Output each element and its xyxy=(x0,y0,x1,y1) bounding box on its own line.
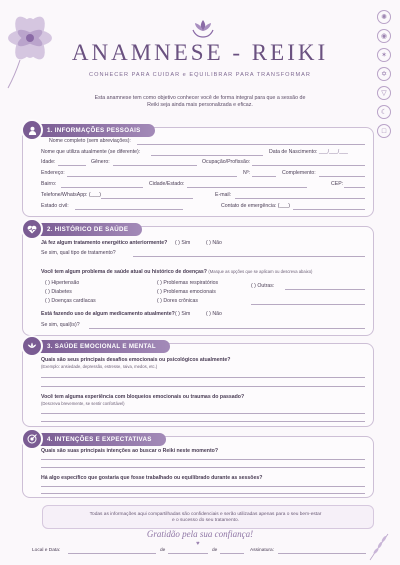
district-label: Bairro: xyxy=(41,181,57,187)
section-health-history xyxy=(22,226,374,336)
confidentiality-note: Todas as informações aqui compartilhadas são confidenciais e serão utilizadas apenas para o seu bem-estar e o sucesso do seu tratamento. xyxy=(89,512,322,523)
emergency-contact-label: Contato de emergência: (___) xyxy=(221,203,290,209)
number-label: Nº: xyxy=(243,170,251,176)
solar-plexus-chakra-icon: ▽ xyxy=(377,86,391,100)
heart-disease-checkbox[interactable]: ( ) Doenças cardíacas xyxy=(45,298,96,304)
previous-treatment-question: Já fez algum tratamento energético anteriormente? xyxy=(41,240,168,246)
emotional-challenges-hint: (Exemplo: ansiedade, depressão, estresse, raiva, medos, etc.) xyxy=(41,364,158,369)
emotional-challenges-field-2[interactable] xyxy=(41,386,365,387)
date-de-1: de xyxy=(160,548,166,553)
place-date-label: Local e Data: xyxy=(32,548,61,553)
medication-no[interactable]: ( ) Não xyxy=(206,311,222,317)
medication-yes[interactable]: ( ) Sim xyxy=(175,311,191,317)
gender-field[interactable] xyxy=(113,165,197,166)
medication-which-label: Se sim, qual(is)? xyxy=(41,322,80,328)
section-header xyxy=(21,338,170,354)
emotional-blocks-field-1[interactable] xyxy=(41,413,365,414)
intentions-question: Quais são suas principais intenções ao buscar o Reiki neste momento? xyxy=(41,448,219,454)
respiratory-checkbox[interactable]: ( ) Problemas respiratórios xyxy=(157,280,219,286)
other-field[interactable] xyxy=(285,289,365,290)
age-label: Idade: xyxy=(41,159,56,165)
person-icon xyxy=(21,119,43,141)
section-title: 2. HISTÓRICO DE SAÚDE xyxy=(35,223,142,236)
throat-chakra-icon: ✶ xyxy=(377,48,391,62)
intentions-field-2[interactable] xyxy=(41,467,365,468)
zip-field[interactable] xyxy=(344,187,365,188)
city-label: Cidade/Estado: xyxy=(149,181,185,187)
specific-work-field-1[interactable] xyxy=(41,486,365,487)
city-field[interactable] xyxy=(187,187,307,188)
gender-label: Gênero: xyxy=(91,159,110,165)
address-label: Endereço: xyxy=(41,170,65,176)
sacral-chakra-icon: ☾ xyxy=(377,105,391,119)
date-de-2: de xyxy=(212,548,218,553)
previous-treatment-no[interactable]: ( ) Não xyxy=(206,240,222,246)
third-eye-chakra-icon: ◉ xyxy=(377,29,391,43)
intentions-field-1[interactable] xyxy=(41,459,365,460)
other-field-extra[interactable] xyxy=(251,304,365,305)
treatment-type-field[interactable] xyxy=(133,256,365,257)
date-year-field[interactable] xyxy=(220,553,244,554)
diabetes-checkbox[interactable]: ( ) Diabetes xyxy=(45,289,72,295)
district-field[interactable] xyxy=(61,187,143,188)
birth-date-label: Data de Nascimento: xyxy=(269,149,318,155)
emotional-blocks-question: Você tem alguma experiência com bloqueios emocionais ou traumas do passado? xyxy=(41,394,245,400)
heartbeat-icon xyxy=(21,218,43,240)
page-subtitle: CONHECER PARA CUIDAR e EQUILIBRAR PARA TRANSFORMAR xyxy=(89,72,311,78)
section-personal-info xyxy=(22,127,374,217)
section-title: 3. SAÚDE EMOCIONAL E MENTAL xyxy=(35,340,170,353)
specific-work-field-2[interactable] xyxy=(41,493,365,494)
full-name-label: Nome completo (sem abreviações): xyxy=(49,138,131,144)
emotional-blocks-field-2[interactable] xyxy=(41,421,365,422)
emotional-challenges-field-1[interactable] xyxy=(41,377,365,378)
hypertension-checkbox[interactable]: ( ) Hipertensão xyxy=(45,280,80,286)
lotus-icon xyxy=(21,335,43,357)
section-emotional-health xyxy=(22,343,374,427)
age-field[interactable] xyxy=(58,165,86,166)
email-field[interactable] xyxy=(235,198,365,199)
address-field[interactable] xyxy=(67,176,237,177)
heart-icon: ♥ xyxy=(196,541,200,547)
complement-label: Complemento: xyxy=(282,170,316,176)
emotional-challenges-question: Quais são seus principais desafios emocionais ou psicológicos atualmente? xyxy=(41,357,231,363)
section-title: 1. INFORMAÇÕES PESSOAIS xyxy=(35,124,155,137)
medication-question: Está fazendo uso de algum medicamento atualmente? xyxy=(41,311,175,317)
phone-field[interactable] xyxy=(101,198,193,199)
date-month-field[interactable] xyxy=(168,553,208,554)
section-header xyxy=(21,122,155,138)
emotional-blocks-hint: (Descreva brevemente, se sentir confortável) xyxy=(41,401,125,406)
marital-status-label: Estado civil: xyxy=(41,203,69,209)
phone-label: Telefone/WhatsApp: (___) xyxy=(41,192,101,198)
birth-date-field[interactable]: ___/___/___ xyxy=(319,149,348,155)
zip-label: CEP: xyxy=(331,181,344,187)
branch-right-icon xyxy=(366,530,392,562)
used-name-field[interactable] xyxy=(151,155,263,156)
occupation-label: Ocupação/Profissão: xyxy=(202,159,251,165)
health-problems-question: Você tem algum problema de saúde atual ou histórico de doenças? (Marque as opções que se aplicam ou descreva abaixo) xyxy=(41,269,313,275)
section-header xyxy=(21,431,166,447)
signature-field[interactable] xyxy=(278,553,366,554)
section-intentions xyxy=(22,436,374,498)
emergency-contact-field[interactable] xyxy=(293,209,365,210)
complement-field[interactable] xyxy=(319,176,365,177)
treatment-type-label: Se sim, qual tipo de tratamento? xyxy=(41,250,116,256)
signature-label: Assinatura: xyxy=(250,548,274,553)
heart-chakra-icon: ✡ xyxy=(377,67,391,81)
place-date-field[interactable] xyxy=(68,553,156,554)
emotional-problems-checkbox[interactable]: ( ) Problemas emocionais xyxy=(157,289,216,295)
used-name-label: Nome que utiliza atualmente (se diferente): xyxy=(41,149,141,155)
thanks-message: Gratidão pela sua confiança! xyxy=(146,529,254,539)
section-title: 4. INTENÇÕES E EXPECTATIVAS xyxy=(35,433,166,446)
page-title: ANAMNESE - REIKI xyxy=(71,40,329,65)
crown-chakra-icon: ✺ xyxy=(377,10,391,24)
other-checkbox[interactable]: ( ) Outras: xyxy=(251,283,275,289)
section-header xyxy=(21,221,142,237)
occupation-field[interactable] xyxy=(252,165,365,166)
chronic-pain-checkbox[interactable]: ( ) Dores crônicas xyxy=(157,298,198,304)
full-name-field[interactable] xyxy=(137,144,365,145)
root-chakra-icon: □ xyxy=(377,124,391,138)
previous-treatment-yes[interactable]: ( ) Sim xyxy=(175,240,191,246)
email-label: E-mail: xyxy=(215,192,232,198)
specific-work-question: Há algo específico que gostaria que fosse trabalhado ou equilibrado durante as sessões? xyxy=(41,475,263,481)
intro-text: Esta anamnese tem como objetivo conhecer você de forma integral para que a sessão de Reiki seja ainda mais personalizada e eficaz. xyxy=(94,95,306,108)
lotus-hands-icon xyxy=(190,18,216,40)
marital-status-field[interactable] xyxy=(75,209,183,210)
number-field[interactable] xyxy=(252,176,276,177)
medication-which-field[interactable] xyxy=(89,328,365,329)
target-icon xyxy=(21,428,43,450)
confidentiality-box xyxy=(42,505,374,529)
